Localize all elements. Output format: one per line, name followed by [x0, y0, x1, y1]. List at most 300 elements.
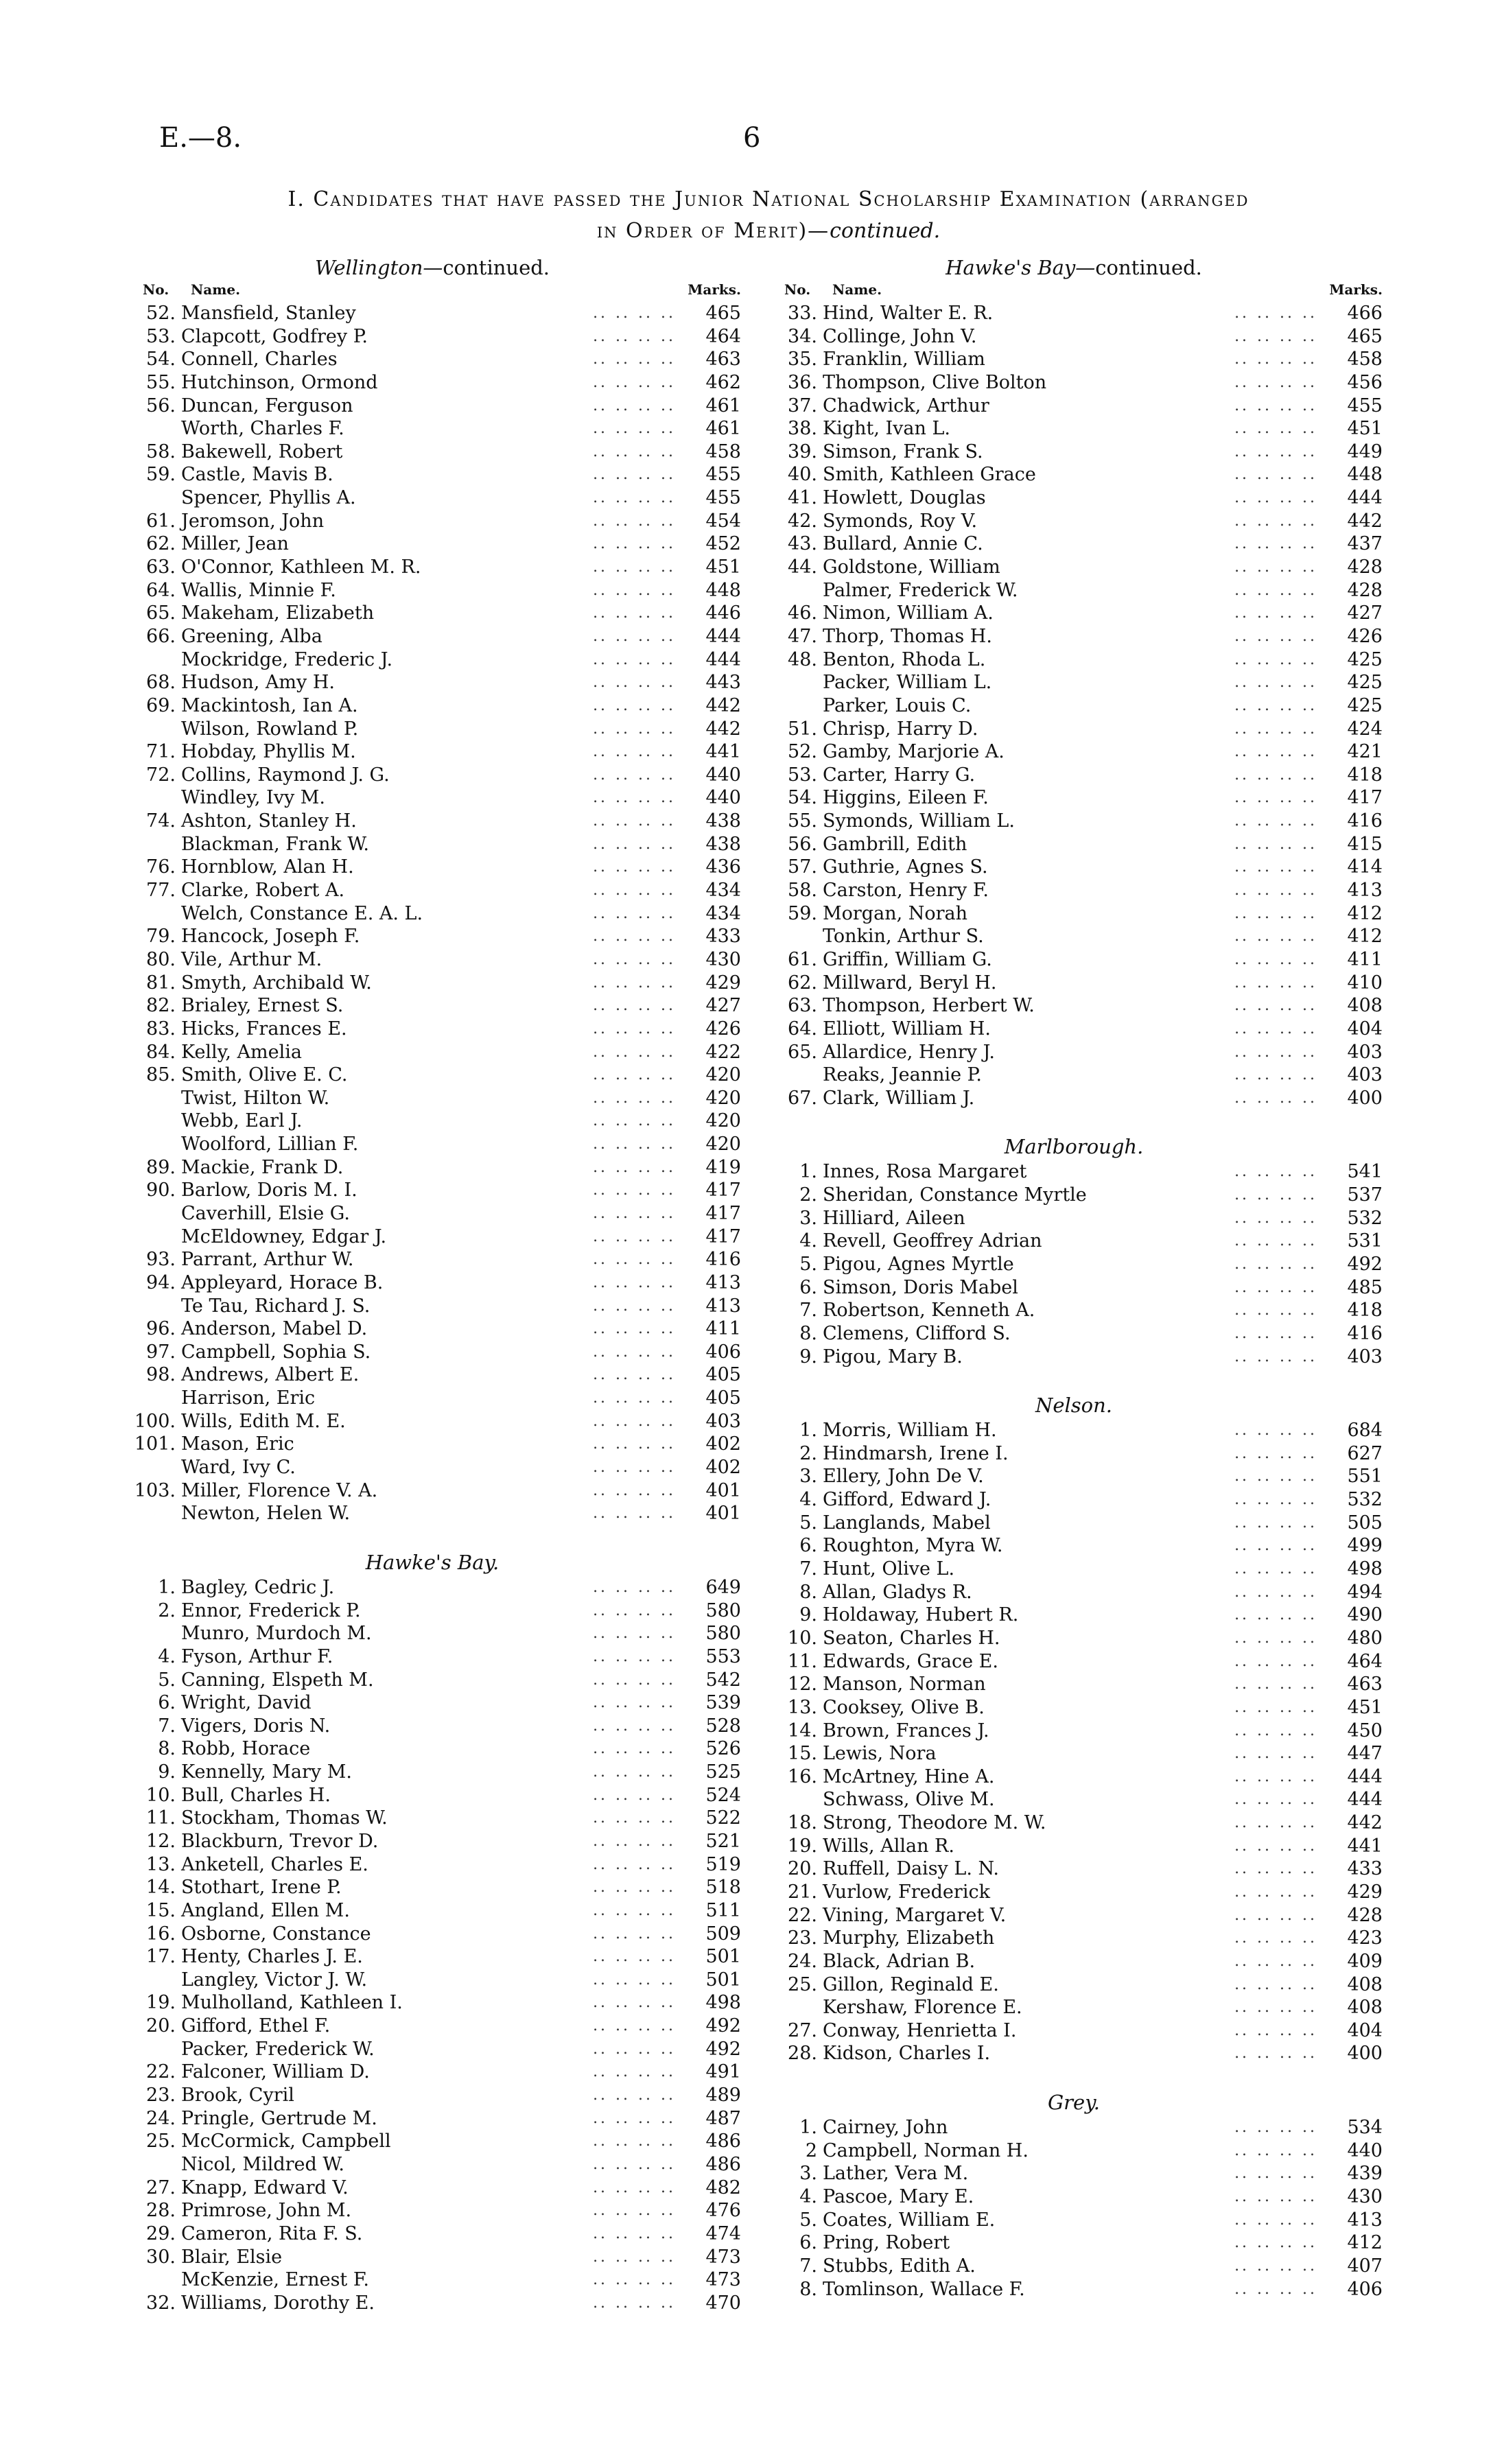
candidate-rank: 62.	[146, 533, 176, 555]
leader-dots: .. .. .. ..	[593, 305, 676, 322]
candidate-name: Lather, Vera M.	[823, 2163, 969, 2185]
candidate-marks: 532	[1347, 1207, 1383, 1229]
table-row	[124, 602, 741, 625]
table-row	[124, 1853, 741, 1877]
candidate-name: Angland, Ellen M.	[181, 1899, 350, 1921]
candidate-name: Holdaway, Hubert R.	[823, 1604, 1019, 1626]
leader-dots: .. .. .. ..	[593, 351, 676, 368]
leader-dots: .. .. .. ..	[1234, 904, 1317, 922]
candidate-name: Spencer, Phyllis A.	[181, 487, 356, 509]
leader-dots: .. .. .. ..	[1234, 812, 1317, 830]
candidate-name: Bullard, Annie C.	[823, 533, 983, 555]
candidate-marks: 482	[705, 2176, 741, 2198]
right-column	[765, 254, 1383, 2301]
candidate-rank: 74.	[146, 810, 176, 832]
candidate-rank: 15.	[788, 1743, 817, 1765]
candidate-marks: 429	[1347, 1881, 1383, 1903]
candidate-rank: 58.	[146, 441, 176, 462]
candidate-rank: 14.	[788, 1720, 817, 1741]
leader-dots: .. .. .. ..	[593, 766, 676, 784]
candidate-marks: 451	[1347, 418, 1383, 440]
table-row	[124, 1087, 741, 1110]
candidate-name: Makeham, Elizabeth	[181, 602, 375, 624]
candidate-name: Hancock, Joseph F.	[181, 926, 360, 948]
table-row	[124, 1945, 741, 1969]
candidate-rank: 5.	[158, 1669, 176, 1691]
leader-dots: .. .. .. ..	[1234, 2188, 1317, 2206]
leader-dots: .. .. .. ..	[593, 1043, 676, 1061]
candidate-name: Miller, Jean	[181, 533, 289, 555]
leader-dots: .. .. .. ..	[1234, 1491, 1317, 1509]
candidate-rank: 13.	[788, 1696, 817, 1718]
candidate-marks: 551	[1347, 1466, 1383, 1488]
candidate-marks: 461	[705, 418, 741, 440]
table-row	[124, 1691, 741, 1715]
candidate-marks: 489	[705, 2085, 741, 2107]
candidate-marks: 525	[705, 1761, 741, 1783]
section-title-text	[765, 254, 1383, 281]
candidate-marks: 420	[705, 1134, 741, 1155]
candidate-name: Knapp, Edward V.	[181, 2176, 349, 2198]
candidate-rank: 1.	[799, 2117, 817, 2139]
leader-dots: .. .. .. ..	[593, 1320, 676, 1338]
candidate-rank: 19.	[788, 1835, 817, 1857]
candidate-marks: 417	[705, 1202, 741, 1224]
candidate-marks: 417	[705, 1225, 741, 1247]
table-row	[124, 994, 741, 1018]
candidate-marks: 440	[705, 764, 741, 786]
table-row	[124, 1576, 741, 1599]
leader-dots: .. .. .. ..	[1234, 835, 1317, 853]
candidate-name: Pigou, Agnes Myrtle	[823, 1253, 1014, 1275]
candidate-rank: 6.	[158, 1692, 176, 1714]
table-row	[765, 1087, 1383, 1110]
candidate-marks: 492	[1347, 1253, 1383, 1275]
candidate-name: Mockridge, Frederic J.	[181, 648, 393, 670]
candidate-name: Clemens, Clifford S.	[823, 1322, 1011, 1344]
candidate-marks: 443	[705, 672, 741, 694]
candidate-marks: 492	[705, 2015, 741, 2037]
candidate-rank: 59.	[788, 902, 817, 924]
table-row	[124, 648, 741, 672]
candidate-marks: 541	[1347, 1161, 1383, 1183]
leader-dots: .. .. .. ..	[593, 605, 676, 622]
table-row	[124, 856, 741, 879]
candidate-name: Mulholland, Kathleen I.	[181, 1992, 403, 2014]
candidate-name: Windley, Ivy M.	[181, 787, 326, 809]
candidate-rank: 82.	[146, 995, 176, 1017]
candidate-marks: 433	[705, 926, 741, 948]
candidate-marks: 580	[705, 1623, 741, 1645]
table-row	[124, 948, 741, 972]
candidate-name: Innes, Rosa Margaret	[823, 1161, 1027, 1183]
leader-dots: .. .. .. ..	[593, 1228, 676, 1245]
candidate-name: Pascoe, Mary E.	[823, 2186, 974, 2208]
page-number: 6	[743, 122, 761, 154]
candidate-rank: 36.	[788, 371, 817, 393]
candidate-marks: 509	[705, 1923, 741, 1945]
leader-dots: .. .. .. ..	[1234, 1348, 1317, 1365]
candidate-rank: 101.	[134, 1433, 176, 1455]
table-row	[124, 1317, 741, 1341]
leader-dots: .. .. .. ..	[1234, 1814, 1317, 1832]
table-row	[765, 579, 1383, 602]
leader-dots: .. .. .. ..	[1234, 1514, 1317, 1532]
candidate-name: Brialey, Ernest S.	[181, 995, 344, 1017]
table-row	[765, 925, 1383, 948]
candidate-name: Blackman, Frank W.	[181, 833, 369, 855]
title-continued: continued.	[830, 219, 941, 243]
candidate-rank: 52.	[788, 741, 817, 763]
candidate-name: Clarke, Robert A.	[181, 880, 345, 902]
section-continued: continued.	[443, 256, 550, 279]
leader-dots: .. .. .. ..	[593, 1855, 676, 1873]
candidate-name: Ward, Ivy C.	[181, 1457, 296, 1479]
leader-dots: .. .. .. ..	[593, 1763, 676, 1781]
candidate-name: Howlett, Douglas	[823, 487, 986, 509]
candidate-marks: 438	[705, 810, 741, 832]
leader-dots: .. .. .. ..	[1234, 1324, 1317, 1342]
candidate-rank: 8.	[799, 1322, 817, 1344]
leader-dots: .. .. .. ..	[593, 1901, 676, 1919]
leader-dots: .. .. .. ..	[1234, 1186, 1317, 1204]
candidate-name: Stothart, Irene P.	[181, 1877, 342, 1899]
candidate-marks: 486	[705, 2131, 741, 2152]
leader-dots: .. .. .. ..	[593, 466, 676, 484]
table-row	[124, 1202, 741, 1225]
section-name: Wellington—	[314, 256, 443, 279]
candidate-name: Clark, William J.	[823, 1087, 975, 1109]
candidate-rank: 61.	[788, 948, 817, 970]
leader-dots: .. .. .. ..	[1234, 1444, 1317, 1462]
leader-dots: .. .. .. ..	[593, 858, 676, 876]
candidate-rank: 69.	[146, 694, 176, 716]
header-name: Name.	[832, 281, 882, 298]
candidate-marks: 412	[1347, 902, 1383, 924]
candidate-marks: 524	[705, 1784, 741, 1806]
table-row	[765, 1253, 1383, 1276]
leader-dots: .. .. .. ..	[593, 1066, 676, 1084]
candidate-marks: 404	[1347, 1018, 1383, 1040]
table-row	[765, 395, 1383, 418]
table-row	[765, 2139, 1383, 2163]
candidate-rank: 89.	[146, 1156, 176, 1178]
candidate-rank: 53.	[788, 764, 817, 786]
candidate-marks: 417	[1347, 787, 1383, 809]
candidate-marks: 439	[1347, 2163, 1383, 2185]
candidate-rank: 59.	[146, 464, 176, 486]
candidate-rank: 61.	[146, 510, 176, 532]
candidate-name: McCormick, Campbell	[181, 2131, 391, 2152]
candidate-rank: 103.	[134, 1479, 176, 1501]
candidate-rank: 56.	[146, 395, 176, 416]
candidate-name: Vining, Margaret V.	[823, 1904, 1007, 1926]
table-row	[765, 1230, 1383, 1253]
leader-dots: .. .. .. ..	[1234, 928, 1317, 946]
candidate-rank: 13.	[146, 1853, 176, 1875]
leader-dots: .. .. .. ..	[1234, 882, 1317, 900]
candidate-name: Stubbs, Edith A.	[823, 2255, 976, 2277]
leader-dots: .. .. .. ..	[593, 1879, 676, 1897]
candidate-name: Ashton, Stanley H.	[181, 810, 357, 832]
candidate-marks: 413	[1347, 880, 1383, 902]
leader-dots: .. .. .. ..	[593, 2179, 676, 2196]
table-row	[765, 1184, 1383, 1207]
candidate-marks: 418	[1347, 1300, 1383, 1322]
leader-dots: .. .. .. ..	[593, 1740, 676, 1758]
table-row	[124, 810, 741, 833]
leader-dots: .. .. .. ..	[593, 397, 676, 414]
candidate-name: Mansfield, Stanley	[181, 303, 356, 324]
candidate-rank: 64.	[788, 1018, 817, 1040]
table-row	[124, 1761, 741, 1784]
table-row	[124, 2130, 741, 2153]
leader-dots: .. .. .. ..	[593, 1578, 676, 1596]
candidate-marks: 462	[705, 371, 741, 393]
leader-dots: .. .. .. ..	[593, 1136, 676, 1153]
candidate-marks: 425	[1347, 694, 1383, 716]
leader-dots: .. .. .. ..	[1234, 559, 1317, 576]
candidate-marks: 427	[1347, 602, 1383, 624]
table-row	[124, 2061, 741, 2084]
candidate-rank: 58.	[788, 880, 817, 902]
leader-dots: .. .. .. ..	[593, 1412, 676, 1430]
candidate-rank: 2.	[799, 1184, 817, 1206]
candidate-rank: 66.	[146, 625, 176, 647]
table-row	[765, 348, 1383, 371]
table-row	[124, 1295, 741, 1318]
candidate-name: Duncan, Ferguson	[181, 395, 353, 416]
candidate-name: Higgins, Eileen F.	[823, 787, 989, 809]
candidate-marks: 438	[705, 833, 741, 855]
candidate-name: Kennelly, Mary M.	[181, 1761, 352, 1783]
candidate-rank: 4.	[799, 1230, 817, 1252]
table-row	[124, 740, 741, 764]
candidate-marks: 420	[705, 1064, 741, 1086]
column-header	[124, 281, 741, 302]
section-title-hawke-s-bay	[765, 254, 1383, 281]
leader-dots: .. .. .. ..	[1234, 997, 1317, 1015]
table-row	[124, 2107, 741, 2131]
candidate-name: Bakewell, Robert	[181, 441, 343, 462]
candidate-name: Hunt, Olive L.	[823, 1558, 955, 1580]
candidate-rank: 57.	[788, 856, 817, 878]
table-row	[124, 1456, 741, 1479]
candidate-name: Smyth, Archibald W.	[181, 972, 372, 994]
candidate-name: Symonds, Roy V.	[823, 510, 978, 532]
candidate-marks: 451	[1347, 1696, 1383, 1718]
table-row	[124, 2015, 741, 2038]
leader-dots: .. .. .. ..	[593, 928, 676, 946]
table-row	[765, 532, 1383, 556]
candidate-marks: 433	[1347, 1858, 1383, 1880]
candidate-name: Lewis, Nora	[823, 1743, 937, 1765]
table-row	[124, 532, 741, 556]
candidate-rank: 40.	[788, 464, 817, 486]
leader-dots: .. .. .. ..	[593, 1505, 676, 1523]
leader-dots: .. .. .. ..	[593, 2271, 676, 2289]
candidate-name: Griffin, William G.	[823, 948, 992, 970]
candidate-marks: 429	[705, 972, 741, 994]
table-row	[765, 602, 1383, 625]
leader-dots: .. .. .. ..	[593, 1809, 676, 1827]
table-row	[124, 1479, 741, 1503]
candidate-rank: 22.	[788, 1904, 817, 1926]
candidate-marks: 401	[705, 1479, 741, 1501]
candidate-name: Black, Adrian B.	[823, 1950, 976, 1972]
section-name: Grey.	[1048, 2091, 1100, 2115]
table-row	[124, 879, 741, 902]
candidate-marks: 408	[1347, 1973, 1383, 1995]
candidate-name: Te Tau, Richard J. S.	[181, 1295, 371, 1317]
candidate-marks: 424	[1347, 718, 1383, 740]
leader-dots: .. .. .. ..	[593, 1435, 676, 1453]
section-title-text	[124, 1549, 741, 1576]
leader-dots: .. .. .. ..	[593, 2202, 676, 2220]
section-title-grey	[765, 2089, 1383, 2116]
table-row	[765, 1627, 1383, 1650]
table-row	[124, 1018, 741, 1041]
leader-dots: .. .. .. ..	[1234, 581, 1317, 599]
table-row	[124, 395, 741, 418]
candidate-name: Gamby, Marjorie A.	[823, 741, 1005, 763]
candidate-marks: 627	[1347, 1442, 1383, 1464]
table-row	[124, 833, 741, 856]
candidate-rank: 56.	[788, 833, 817, 855]
table-row	[124, 1387, 741, 1410]
candidate-name: Thompson, Herbert W.	[823, 995, 1035, 1017]
leader-dots: .. .. .. ..	[1234, 305, 1317, 322]
leader-dots: .. .. .. ..	[593, 882, 676, 900]
candidate-marks: 458	[705, 441, 741, 462]
candidate-rank: 7.	[799, 1300, 817, 1322]
leader-dots: .. .. .. ..	[593, 2063, 676, 2081]
leader-dots: .. .. .. ..	[1234, 2119, 1317, 2137]
leader-dots: .. .. .. ..	[1234, 605, 1317, 622]
table-row	[765, 2278, 1383, 2301]
candidate-marks: 465	[705, 303, 741, 324]
candidate-rank: 12.	[788, 1674, 817, 1696]
candidate-marks: 463	[1347, 1674, 1383, 1696]
candidate-name: Roughton, Myra W.	[823, 1535, 1003, 1557]
table-row	[124, 2084, 741, 2107]
table-row	[124, 1991, 741, 2015]
leader-dots: .. .. .. ..	[593, 1389, 676, 1407]
leader-dots: .. .. .. ..	[1234, 1745, 1317, 1763]
candidate-name: Greening, Alba	[181, 625, 322, 647]
candidate-marks: 442	[705, 694, 741, 716]
header-no: No.	[784, 281, 811, 298]
candidate-marks: 498	[1347, 1558, 1383, 1580]
table-row	[124, 1133, 741, 1156]
table-row	[765, 441, 1383, 464]
leader-dots: .. .. .. ..	[1234, 1278, 1317, 1296]
table-row	[765, 671, 1383, 694]
leader-dots: .. .. .. ..	[593, 2155, 676, 2173]
candidate-marks: 448	[1347, 464, 1383, 486]
candidate-name: Smith, Kathleen Grace	[823, 464, 1036, 486]
leader-dots: .. .. .. ..	[593, 743, 676, 761]
candidate-name: Collins, Raymond J. G.	[181, 764, 390, 786]
candidate-name: Woolford, Lillian F.	[181, 1134, 359, 1155]
candidate-name: Pring, Robert	[823, 2232, 950, 2254]
leader-dots: .. .. .. ..	[1234, 1163, 1317, 1181]
candidate-rank: 2.	[799, 1442, 817, 1464]
candidate-marks: 448	[705, 579, 741, 601]
table-row	[124, 2246, 741, 2269]
table-row	[765, 1207, 1383, 1230]
candidate-name: Smith, Olive E. C.	[181, 1064, 348, 1086]
candidate-marks: 476	[705, 2200, 741, 2222]
leader-dots: .. .. .. ..	[593, 1994, 676, 2012]
candidate-marks: 408	[1347, 1997, 1383, 2019]
candidate-rank: 55.	[146, 371, 176, 393]
candidate-marks: 419	[705, 1156, 741, 1178]
table-row	[124, 1110, 741, 1133]
candidate-name: Henty, Charles J. E.	[181, 1946, 363, 1968]
candidate-marks: 444	[1347, 487, 1383, 509]
candidate-name: Symonds, William L.	[823, 810, 1015, 832]
leader-dots: .. .. .. ..	[593, 2294, 676, 2312]
table-row	[765, 1973, 1383, 1997]
candidate-name: Kelly, Amelia	[181, 1041, 302, 1063]
candidate-marks: 413	[1347, 2209, 1383, 2231]
candidate-marks: 411	[705, 1318, 741, 1340]
candidate-name: Welch, Constance E. A. L.	[181, 902, 423, 924]
candidate-rank: 44.	[788, 556, 817, 578]
leader-dots: .. .. .. ..	[1234, 1020, 1317, 1037]
leader-dots: .. .. .. ..	[1234, 1906, 1317, 1924]
candidate-rank: 8.	[799, 1581, 817, 1603]
table-row	[765, 994, 1383, 1018]
table-row	[765, 694, 1383, 718]
leader-dots: .. .. .. ..	[1234, 1089, 1317, 1107]
section-gap	[765, 2065, 1383, 2089]
leader-dots: .. .. .. ..	[593, 1343, 676, 1361]
leader-dots: .. .. .. ..	[1234, 397, 1317, 414]
candidate-name: Gambrill, Edith	[823, 833, 967, 855]
table-row	[765, 856, 1383, 879]
candidate-marks: 452	[705, 533, 741, 555]
leader-dots: .. .. .. ..	[1234, 1422, 1317, 1440]
candidate-name: Mackie, Frank D.	[181, 1156, 344, 1178]
candidate-marks: 427	[705, 995, 741, 1017]
table-row	[765, 1041, 1383, 1064]
candidate-rank: 41.	[788, 487, 817, 509]
table-row	[124, 486, 741, 510]
candidate-marks: 440	[1347, 2139, 1383, 2161]
candidate-name: Wills, Edith M. E.	[181, 1410, 346, 1432]
candidate-name: Tonkin, Arthur S.	[823, 926, 984, 948]
leader-dots: .. .. .. ..	[593, 1274, 676, 1291]
candidate-marks: 415	[1347, 833, 1383, 855]
candidate-name: Gifford, Edward J.	[823, 1489, 991, 1511]
table-row	[124, 1622, 741, 1645]
candidate-rank: 19.	[146, 1992, 176, 2014]
table-row	[765, 417, 1383, 441]
candidate-name: Sheridan, Constance Myrtle	[823, 1184, 1087, 1206]
leader-dots: .. .. .. ..	[1234, 720, 1317, 738]
section-name: Nelson.	[1035, 1394, 1113, 1418]
table-row	[124, 556, 741, 579]
candidate-marks: 441	[705, 741, 741, 763]
leader-dots: .. .. .. ..	[593, 1251, 676, 1269]
leader-dots: .. .. .. ..	[1234, 1999, 1317, 2017]
candidate-rank: 34.	[788, 325, 817, 347]
table-row	[124, 786, 741, 810]
candidate-name: Simson, Frank S.	[823, 441, 983, 462]
candidate-name: Wills, Allan R.	[823, 1835, 954, 1857]
